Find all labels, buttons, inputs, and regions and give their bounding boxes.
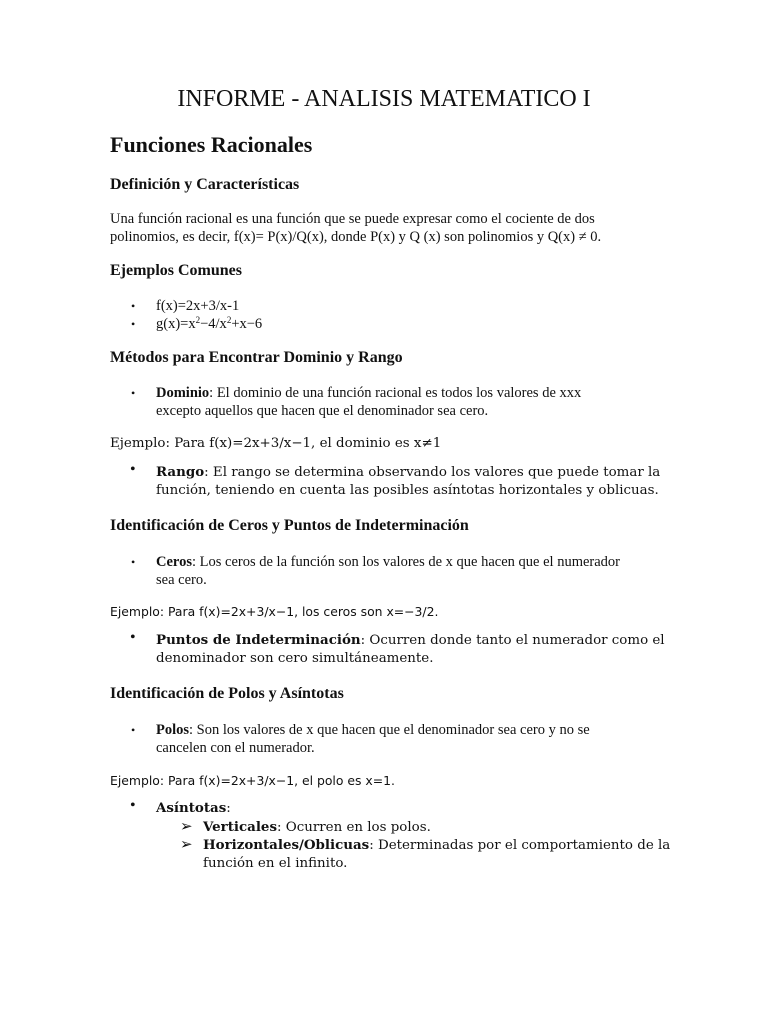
section-heading-metodos: Métodos para Encontrar Dominio y Rango: [110, 349, 403, 366]
dominio-term: Dominio: [156, 385, 210, 401]
section-heading-ceros: Identificación de Ceros y Puntos de Indeterminación: [110, 517, 469, 534]
ceros-line-1: [156, 553, 620, 571]
section-heading-ejemplos: Ejemplos Comunes: [110, 262, 243, 279]
ceros-term: Ceros: [156, 554, 192, 570]
main-heading: Funciones Racionales: [110, 132, 313, 157]
exponent: 2: [195, 315, 201, 325]
example-2-part: g(x)=x: [156, 316, 196, 332]
indet-line-2: denominador son cero simultáneamente.: [156, 651, 434, 666]
asintotas-line: [156, 799, 231, 818]
example-2-part: −4/x: [200, 316, 227, 332]
rango-line-2: función, teniendo en cuenta las posibles asíntotas horizontales y oblicuas.: [156, 483, 659, 498]
section-heading-definicion: Definición y Características: [110, 176, 300, 193]
list-bullet: •: [131, 555, 136, 569]
horizontales-term: Horizontales/Oblicuas: [203, 837, 370, 853]
dominio-line-1: [156, 384, 581, 402]
verticales-text: : Ocurren en los polos.: [276, 820, 431, 835]
asintotas-colon: :: [226, 801, 231, 816]
list-bullet: •: [130, 629, 136, 646]
indet-line-1: [156, 631, 665, 650]
section-heading-polos: Identificación de Polos y Asíntotas: [110, 685, 344, 702]
polos-line-2: cancelen con el numerador.: [156, 740, 315, 756]
rango-text: : El rango se determina observando los valores que puede tomar la: [204, 465, 661, 480]
asintotas-term: Asíntotas: [156, 800, 227, 816]
ceros-text: : Los ceros de la función son los valores de x que hacen que el numerador: [191, 554, 620, 570]
example-2: [156, 315, 262, 333]
example-2-part: +x−6: [231, 316, 263, 332]
polos-line-1: [156, 721, 590, 739]
verticales-line: [203, 818, 431, 837]
list-bullet: •: [131, 299, 136, 313]
document-title: INFORME - ANALISIS MATEMATICO I: [177, 86, 591, 112]
definition-line-2: polinomios, es decir, f(x)= P(x)/Q(x), donde P(x) y Q (x) son polinomios y Q(x) ≠ 0.: [110, 229, 602, 245]
ceros-example: Ejemplo: Para f(x)=2x+3/x−1, los ceros son x=−3/2.: [110, 604, 439, 619]
horizontales-text: : Determinadas por el comportamiento de la: [369, 838, 671, 853]
list-bullet: •: [130, 797, 136, 814]
list-bullet: •: [131, 386, 136, 400]
rango-line-1: [156, 463, 660, 482]
verticales-term: Verticales: [203, 819, 277, 835]
indet-term: Puntos de Indeterminación: [156, 632, 361, 648]
horizontales-line-1: [203, 836, 670, 855]
example-1: f(x)=2x+3/x-1: [156, 298, 240, 314]
dominio-text: : El dominio de una función racional es todos los valores de xxx: [209, 385, 582, 401]
arrow-bullet-icon: ➢: [180, 819, 193, 835]
ceros-line-2: sea cero.: [156, 572, 207, 588]
definition-line-1: Una función racional es una función que se puede expresar como el cociente de dos: [110, 211, 595, 227]
exponent: 2: [226, 315, 232, 325]
polos-example: Ejemplo: Para f(x)=2x+3/x−1, el polo es x=1.: [110, 773, 395, 788]
rango-term: Rango: [156, 464, 205, 480]
dominio-example: Ejemplo: Para f(x)=2x+3/x−1, el dominio es x≠1: [110, 436, 442, 451]
horizontales-line-2: función en el infinito.: [203, 856, 348, 871]
list-bullet: •: [130, 461, 136, 478]
list-bullet: •: [131, 317, 136, 331]
polos-term: Polos: [156, 722, 190, 738]
indet-text: : Ocurren donde tanto el numerador como el: [360, 633, 665, 648]
list-bullet: •: [131, 723, 136, 737]
dominio-line-2: excepto aquellos que hacen que el denominador sea cero.: [156, 403, 489, 419]
arrow-bullet-icon: ➢: [180, 837, 193, 853]
polos-text: : Son los valores de x que hacen que el denominador sea cero y no se: [189, 722, 590, 738]
